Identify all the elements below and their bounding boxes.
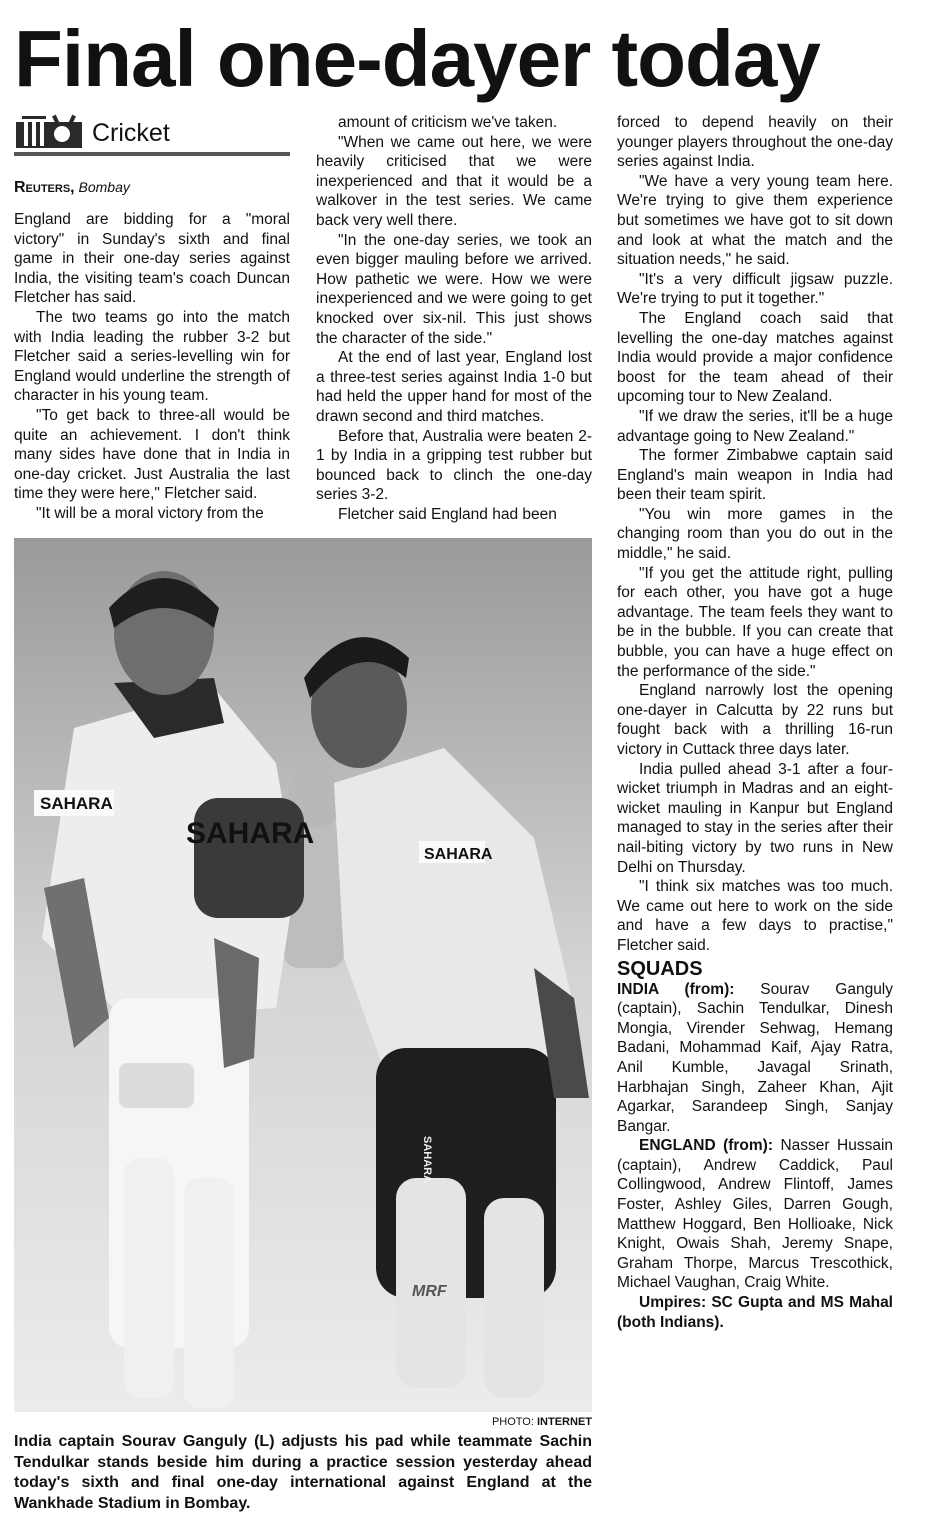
photo-credit-label: PHOTO: [491, 1416, 534, 1428]
squads-heading: SQUADS [617, 957, 703, 980]
paragraph: The two teams go into the match with India leading the rubber 3-2 but Fletcher said a series-levelling win for England would underline the strength of character in his young team. [14, 308, 290, 405]
squad-england-list: Nasser Hussain (captain), Andrew Caddick, Paul Collingwood, Andrew Flintoff, James Foster, Ashley Giles, Darren Gough, Matthew Hoggard, Ben Hollioake, Nick Knight, Owais Shah, Jeremy Snape, Graham Thorpe, Marcus Trescothick, Michael Vaughan, Craig White. [617, 1137, 894, 1292]
paragraph: "If we draw the series, it'll be a huge advantage going to New Zealand." [617, 407, 893, 445]
paragraph: "When we came out here, we were heavily criticised that we were inexperienced and that it would be a walkover in the test series. We came back very well there. [316, 133, 592, 229]
paragraph: forced to depend heavily on their younger players throughout the one-day series against India. [617, 114, 893, 171]
paragraph: "You win more games in the changing room than you do out in the middle," he said. [617, 505, 893, 563]
cricket-stumps-logo-icon [14, 112, 84, 148]
paragraph: "It's a very difficult jigsaw puzzle. We're trying to put it together." [617, 270, 893, 308]
umpires-text: Umpires: SC Gupta and MS Mahal (both Indians). [617, 1294, 893, 1331]
paragraph: "It will be a moral victory from the [36, 504, 264, 522]
paragraph: At the end of last year, England lost a three-test series against India 1-0 but had held the upper hand for most of the drawn second and third matches. [316, 349, 592, 425]
paragraph: The former Zimbabwe captain said England's main weapon in India had been their team spirit. [617, 447, 893, 504]
byline [14, 178, 130, 197]
paragraph: amount of criticism we've taken. [338, 114, 558, 131]
photo-caption: India captain Sourav Ganguly (L) adjusts his pad while teammate Sachin Tendulkar stands beside him during a practice session yesterday ahead today's sixth and final one-day international against England at the Wankhade Stadium in Bombay. [14, 1433, 592, 1512]
paragraph: "I think six matches was too much. We came out here to work on the side and have a few days to practise," Fletcher said. [617, 878, 893, 954]
section-label: Cricket [92, 119, 170, 147]
shirt-text-chest: SAHARA [186, 817, 315, 850]
paragraph: England are bidding for a "moral victory" in Sunday's sixth and final game in their one-day series against India, the visiting team's coach Duncan Fletcher has said. [14, 211, 290, 307]
shirt-text-right: SAHARA [424, 846, 493, 863]
paragraph: Fletcher said England had been [338, 505, 557, 523]
paragraph: "To get back to three-all would be quite an achievement. I don't think many sides have done that in India in one-day cricket. Just Australia the last time they were here," Fletcher said. [14, 406, 290, 503]
byline-city: Bombay [78, 179, 130, 195]
squad-india [617, 980, 893, 1137]
squad-england [617, 1136, 893, 1293]
paragraph: "In the one-day series, we took an even bigger mauling before we arrived. How pathetic we were. How we were inexperienced and we were going to get knocked over six-nil. This just shows the character of the side." [316, 231, 592, 347]
news-photo [14, 538, 592, 1412]
paragraph: "We have a very young team here. We're trying to give them experience but sometimes we have got to sit down and look at what the match and the situation needs," he said. [617, 172, 893, 269]
squad-india-list: Sourav Ganguly (captain), Sachin Tendulkar, Dinesh Mongia, Virender Sehwag, Hemang Badani, Mohammad Kaif, Ajay Ratra, Anil Kumble, Javagal Srinath, Harbhajan Singh, Zaheer Khan, Ajit Agarkar, Sarandeep Singh, Sanjay Bangar. [617, 980, 894, 1135]
squad-england-label: ENGLAND (from): [639, 1137, 774, 1155]
paragraph: England narrowly lost the opening one-dayer in Calcutta by 22 runs but fought back with a thrilling 16-run victory in Cuttack three days later. [617, 682, 893, 758]
trouser-text: SAHARA [421, 1136, 433, 1184]
photo-illustration [14, 538, 592, 1412]
article-column-2 [316, 113, 592, 524]
headline: Final one-dayer today [14, 14, 820, 103]
paragraph: Before that, Australia were beaten 2-1 by India in a gripping test rubber but bounced back to clinch the one-day series 3-2. [316, 427, 592, 504]
section-kicker [14, 108, 290, 156]
shirt-text-left: SAHARA [40, 794, 113, 813]
photo-credit [400, 1415, 592, 1429]
photo-credit-source: INTERNET [537, 1416, 592, 1428]
paragraph: India pulled ahead 3-1 after a four-wicket triumph in Madras and an eight-wicket mauling in Kanpur but England managed to stay in the series after their nail-biting victory by two runs in New Delhi on Thursday. [617, 760, 893, 876]
paragraph: The England coach said that levelling the one-day matches against India would provide a major confidence boost for the team ahead of their upcoming tour to New Zealand. [617, 309, 893, 406]
paragraph: "If you get the attitude right, pulling for each other, you have got a huge advantage. The team feels they want to be in the bubble. If you can create that bubble, you can have a huge effect on the performance of the side." [617, 564, 893, 680]
byline-agency: Reuters, [14, 179, 75, 196]
squad-india-label: INDIA (from): [617, 980, 735, 998]
umpires [617, 1293, 893, 1332]
article-column-1 [14, 210, 290, 524]
pad-text: MRF [412, 1283, 447, 1300]
article-column-3 [617, 113, 893, 1332]
